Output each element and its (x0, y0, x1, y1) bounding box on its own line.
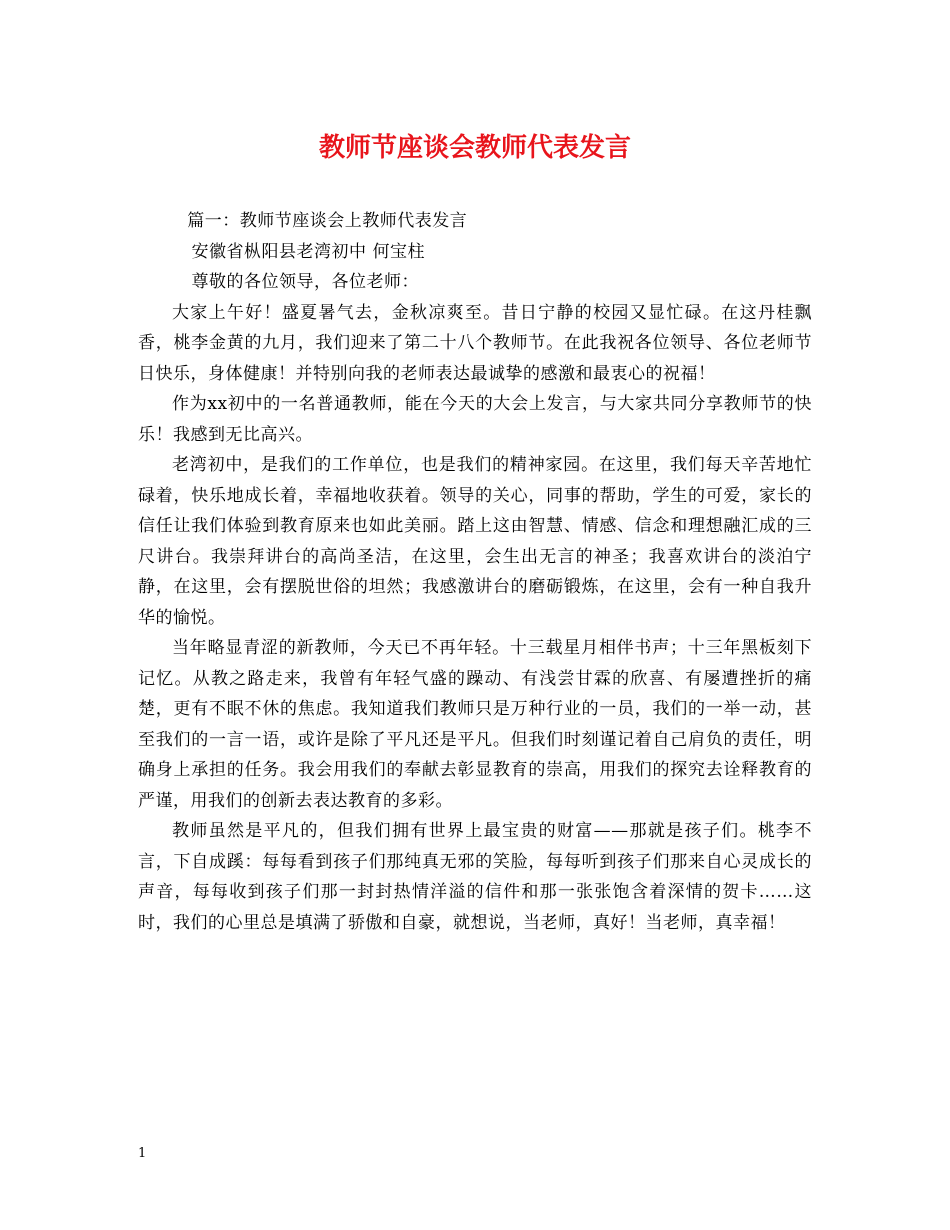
author-line: 安徽省枞阳县老湾初中 何宝柱 (191, 241, 425, 262)
paragraph: 大家上午好！盛夏暑气去，金秋凉爽至。昔日宁静的校园又显忙碌。在这丹桂飘香，桃李金黄的九月，我们迎来了第二十八个教师节。在此我祝各位领导、各位老师节日快乐，身体健康！并特别向我的老师表达最诚挚的感激和最衷心的祝福！ (138, 302, 812, 384)
paragraph: 当年略显青涩的新教师，今天已不再年轻。十三载星月相伴书声；十三年黑板刻下记忆。从教之路走来，我曾有年轻气盛的躁动、有浅尝甘霖的欣喜、有屡遭挫折的痛楚，更有不眠不休的焦虑。我知道我们教师只是万种行业的一员，我们的一举一动，甚至我们的一言一语，或许是除了平凡还是平凡。但我们时刻谨记着自己肩负的责任，明确身上承担的任务。我会用我们的奉献去彰显教育的崇高，用我们的探究去诠释教育的严谨，用我们的创新去表达教育的多彩。 (138, 638, 812, 811)
paragraph: 老湾初中，是我们的工作单位，也是我们的精神家园。在这里，我们每天辛苦地忙碌着，快乐地成长着，幸福地收获着。领导的关心，同事的帮助，学生的可爱，家长的信任让我们体验到教育原来也如此美丽。踏上这由智慧、情感、信念和理想融汇成的三尺讲台。我崇拜讲台的高尚圣洁，在这里，会生出无言的神圣；我喜欢讲台的淡泊宁静，在这里，会有摆脱世俗的坦然；我感激讲台的磨砺锻炼，在这里，会有一种自我升华的愉悦。 (138, 455, 812, 628)
section-heading: 篇一：教师节座谈会上教师代表发言 (187, 211, 468, 231)
paragraph: 教师虽然是平凡的，但我们拥有世界上最宝贵的财富——那就是孩子们。桃李不言，下自成蹊：每每看到孩子们那纯真无邪的笑脸，每每听到孩子们那来自心灵成长的声音，每每收到孩子们那一封封热情洋溢的信件和那一张张饱含着深情的贺卡……这时，我们的心里总是填满了骄傲和自豪，就想说，当老师，真好！当老师，真幸福！ (138, 821, 812, 933)
document-title: 教师节座谈会教师代表发言 (318, 133, 631, 163)
paragraph: 作为xx初中的一名普通教师，能在今天的大会上发言，与大家共同分享教师节的快乐！我感到无比高兴。 (138, 394, 812, 445)
page-number: 1 (138, 1146, 147, 1161)
salutation: 尊敬的各位领导，各位老师： (191, 272, 420, 292)
document-body (138, 206, 812, 938)
